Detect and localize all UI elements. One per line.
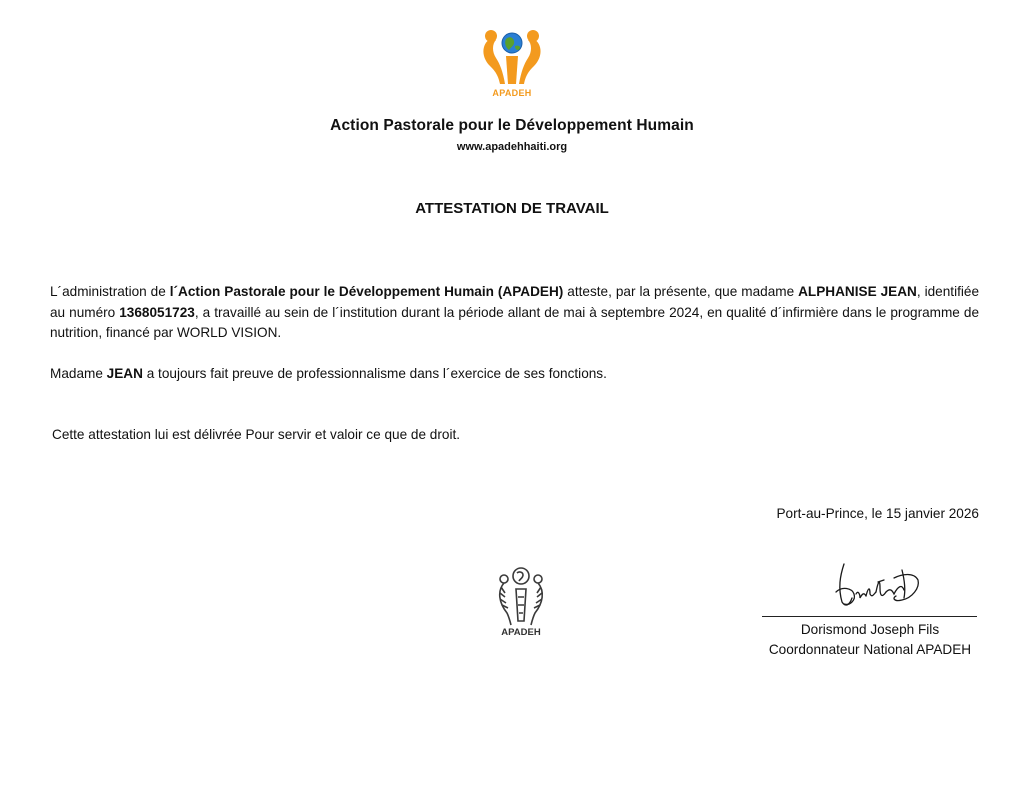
paragraph-professionalism bbox=[50, 364, 979, 385]
p2-text-2: a toujours fait preuve de professionnalisme dans l´exercice de ses fonctions. bbox=[142, 366, 607, 381]
organization-name: Action Pastorale pour le Développement Humain bbox=[330, 117, 694, 134]
signature-line bbox=[762, 616, 977, 617]
signatory-name: Dorismond Joseph Fils bbox=[800, 622, 940, 637]
p1-text-1: L´administration de bbox=[50, 284, 170, 299]
logo-caption: APADEH bbox=[492, 88, 532, 98]
apadeh-logo bbox=[478, 26, 546, 102]
stamp-figures-icon bbox=[493, 563, 549, 631]
signature bbox=[832, 558, 926, 612]
paragraph-attestation bbox=[50, 282, 979, 344]
document-title: ATTESTATION DE TRAVAIL bbox=[415, 200, 609, 217]
signatory-role: Coordonnateur National APADEH bbox=[768, 642, 972, 657]
p2-text-1: Madame bbox=[50, 366, 107, 381]
organization-website[interactable]: www.apadehhaiti.org bbox=[456, 141, 568, 153]
paragraph-closing: Cette attestation lui est délivrée Pour servir et valoir ce que de droit. bbox=[52, 427, 461, 442]
handwritten-signature-icon bbox=[832, 558, 926, 612]
p1-org-name: l´Action Pastorale pour le Développement Humain (APADEH) bbox=[169, 284, 564, 299]
p1-text-4: , a travaillé au sein de l´institution durant la période allant de mai à septembre 2024, en qualité d´infirmière dans le programme de nutrition, financé par WORLD VISION. bbox=[50, 304, 980, 340]
stamp-caption: APADEH bbox=[501, 627, 541, 638]
apadeh-stamp bbox=[493, 563, 549, 641]
date-line: Port-au-Prince, le 15 janvier 2026 bbox=[776, 506, 979, 521]
p1-id-number: 1368051723 bbox=[119, 304, 195, 320]
p2-surname: JEAN bbox=[106, 366, 143, 381]
p1-text-2: atteste, par la présente, que madame bbox=[563, 284, 799, 299]
p1-text-3: , identifiée au numéro bbox=[50, 284, 980, 320]
p1-person-name: ALPHANISE JEAN bbox=[798, 284, 917, 299]
